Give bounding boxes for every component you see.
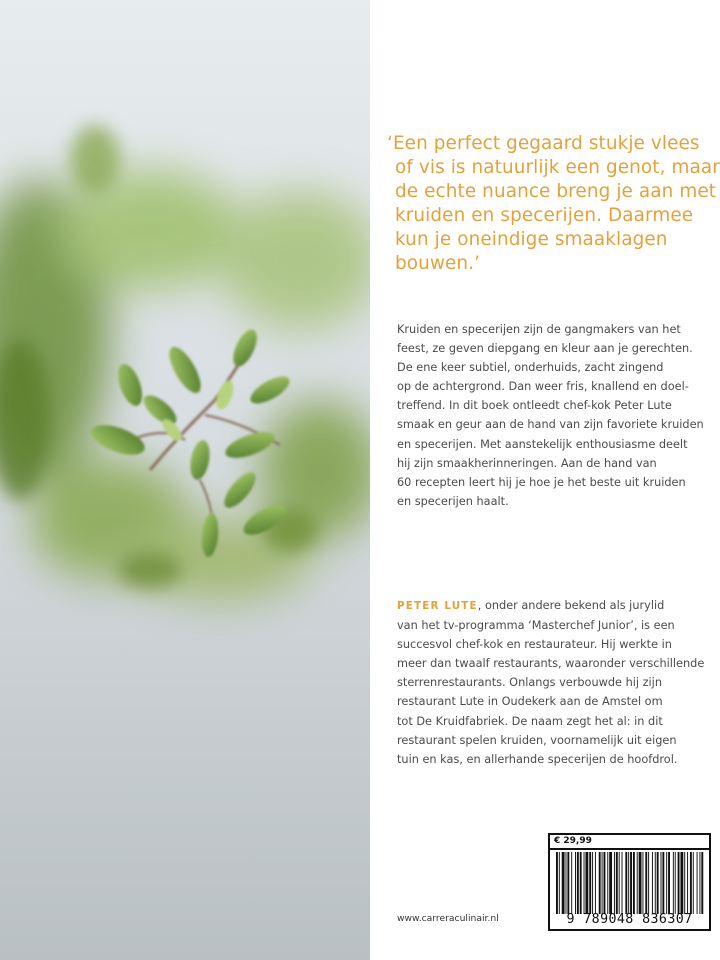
- quote-line: de echte nuance breng je aan met: [395, 181, 717, 202]
- author-bio-line: succesvol chef-kok en restaurateur. Hij werkte in: [397, 638, 672, 652]
- barcode-bar: [602, 852, 603, 914]
- barcode-bar: [666, 852, 667, 914]
- barcode-bar: [673, 852, 674, 914]
- barcode-bar: [662, 852, 664, 914]
- barcode-bar: [566, 852, 567, 914]
- barcode-bar: [699, 852, 700, 914]
- description-line: en specerijen. Met aanstekelijk enthousiasme deelt: [397, 437, 688, 451]
- barcode-bar: [693, 852, 694, 914]
- barcode-bar: [589, 852, 591, 914]
- barcode-bar: [697, 852, 698, 914]
- barcode-bar: [625, 852, 627, 914]
- quote-line: ‘Een perfect gegaard stukje vlees: [387, 133, 700, 154]
- description-line: treffend. In dit boek ontleedt chef-kok Peter Lute: [397, 399, 672, 413]
- barcode-bar: [592, 852, 593, 914]
- barcode-bar: [595, 852, 596, 914]
- barcode-bar: [639, 852, 642, 914]
- isbn-barcode: [548, 833, 711, 931]
- barcode-bar: [556, 852, 558, 914]
- barcode-bar: [622, 852, 623, 914]
- barcode-bar: [585, 852, 588, 914]
- barcode-bar: [690, 852, 692, 914]
- barcode-bar: [584, 852, 585, 914]
- barcode-bar: [661, 852, 662, 914]
- barcode-bar: [630, 852, 632, 914]
- barcode-bar: [642, 852, 643, 914]
- barcode-bar: [607, 852, 608, 914]
- barcode-bar: [678, 852, 680, 914]
- author-bio-first-line: [397, 596, 707, 616]
- description-line: Kruiden en specerijen zijn de gangmakers van het: [397, 323, 681, 336]
- quote-line: kruiden en specerijen. Daarmee: [395, 205, 694, 226]
- quote-line: of vis is natuurlijk een genot, maar: [395, 157, 720, 178]
- author-bio-line: tuin en kas, en allerhande specerijen de hoofdrol.: [397, 752, 678, 766]
- author-bio-line: sterrenrestaurants. Onlangs verbouwde hij zijn: [397, 676, 662, 690]
- author-bio-line: restaurant Lute in Oudekerk aan de Amstel om: [397, 695, 663, 709]
- barcode-bar: [599, 852, 601, 914]
- barcode-bar: [614, 852, 615, 914]
- barcode-bar: [684, 852, 685, 914]
- barcode-bar: [645, 852, 647, 914]
- book-description: [397, 320, 707, 511]
- barcode-bar: [604, 852, 606, 914]
- description-line: smaak en geur aan de hand van zijn favoriete kruiden: [397, 418, 704, 432]
- price-label: € 29,99: [554, 836, 592, 846]
- barcode-bar: [648, 852, 649, 914]
- barcode-bar: [637, 852, 638, 914]
- barcode-bar: [680, 852, 683, 914]
- author-bio-line: van het tv-programma ‘Masterchef Junior’, is een: [397, 619, 675, 633]
- barcode-bar: [633, 852, 635, 914]
- barcode-bar: [675, 852, 676, 914]
- author-name: PETER LUTE: [397, 600, 478, 612]
- barcode-bar: [559, 852, 560, 914]
- barcode-bar: [652, 852, 653, 914]
- barcode-bar: [687, 852, 688, 914]
- barcode-bar: [609, 852, 612, 914]
- author-bio-intro: , onder andere bekend als jurylid: [477, 599, 665, 612]
- barcode-bar: [567, 852, 569, 914]
- author-bio-line: meer dan twaalf restaurants, waaronder verschillende: [397, 657, 705, 671]
- barcode-bar: [657, 852, 659, 914]
- barcode-bar: [580, 852, 582, 914]
- author-bio-line: tot De Kruidfabriek. De naam zegt het al: in dit: [397, 714, 663, 728]
- pull-quote: [387, 132, 720, 276]
- publisher-url[interactable]: www.carreraculinair.nl: [397, 913, 499, 924]
- barcode-bar: [571, 852, 572, 914]
- barcode-bar: [701, 852, 703, 914]
- barcode-bar: [628, 852, 629, 914]
- quote-line: kun je oneindige smaaklagen: [395, 229, 668, 250]
- barcode-bar: [655, 852, 656, 914]
- barcode-bar: [668, 852, 670, 914]
- quote-line: bouwen.’: [395, 253, 481, 274]
- author-bio: [397, 596, 707, 769]
- barcode-bar: [562, 852, 565, 914]
- barcode-bar: [577, 852, 579, 914]
- author-bio-line: restaurant spelen kruiden, voornamelijk uit eigen: [397, 733, 677, 747]
- price-bar: [550, 835, 709, 850]
- description-line: 60 recepten leert hij je hoe je het beste uit kruiden: [397, 475, 686, 489]
- description-line: feest, ze geven diepgang en kleur aan je gerechten.: [397, 342, 693, 356]
- isbn-digits: 9 789048 836307: [566, 912, 693, 927]
- barcode-bar: [619, 852, 620, 914]
- barcode-bar: [616, 852, 618, 914]
- barcode-bar: [575, 852, 576, 914]
- barcode-bars: [556, 852, 704, 914]
- description-line: hij zijn smaakherinneringen. Aan de hand van: [397, 456, 657, 470]
- description-line: en specerijen haalt.: [397, 494, 509, 508]
- description-line: op de achtergrond. Dan weer fris, knallend en doel-: [397, 380, 689, 394]
- description-line: De ene keer subtiel, onderhuids, zacht zingend: [397, 361, 664, 375]
